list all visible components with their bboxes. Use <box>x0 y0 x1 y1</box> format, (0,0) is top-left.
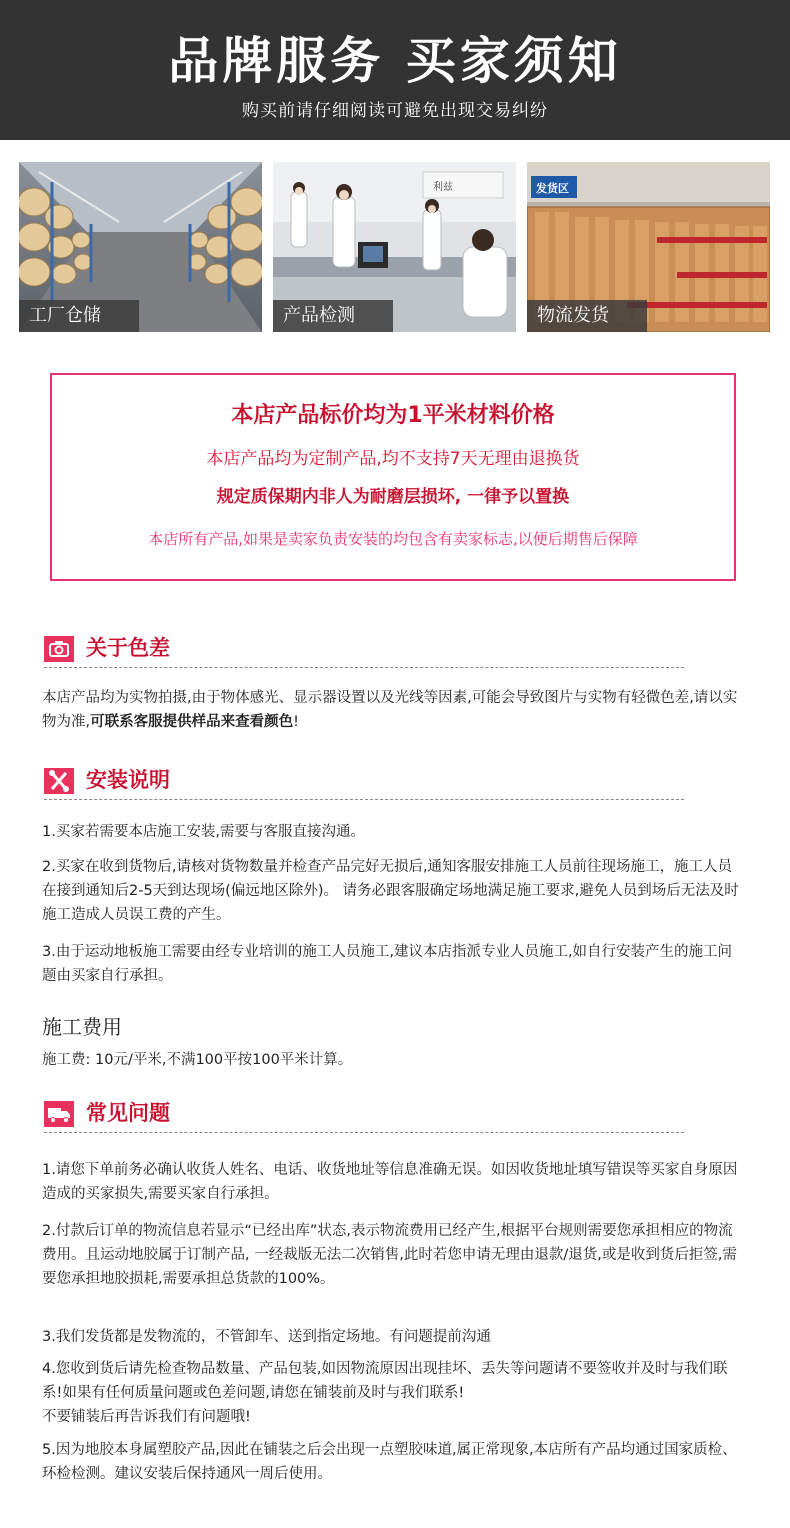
shipping-sign-text: 发货区 <box>536 182 569 195</box>
faq-item-4-note: 不要铺装后再告诉我们有问题哦! <box>42 1409 251 1425</box>
section-color-diff-header <box>44 636 684 668</box>
notice-price-line: 本店产品标价均为1平米材料价格 <box>231 403 555 428</box>
photo-lab <box>273 162 516 332</box>
camera-icon <box>44 636 74 662</box>
notice-logo-line: 本店所有产品,如果是卖家负责安装的均包含有卖家标志,以便后期售后保障 <box>148 530 638 548</box>
photo-warehouse <box>19 162 262 332</box>
lab-sign-text: 利兹 <box>433 182 453 193</box>
section-faq-header <box>44 1101 684 1133</box>
photo-caption: 工厂仓储 <box>19 300 139 332</box>
faq-item-2: 2.付款后订单的物流信息若显示“已经出库”状态,表示物流费用已经产生,根据平台规则需要您承担相应的物流费用。且运动地胶属于订制产品, 一经裁版无法二次销售,此时若您申请无理由退款/退货,或是收到货后拒签,需要您承担地胶损耗,需要承担总货款的100%。 <box>42 1223 737 1287</box>
photo-caption: 物流发货 <box>527 300 647 332</box>
page-title: 品牌服务 买家须知 <box>168 32 622 90</box>
color-diff-text-main: 本店产品均为实物拍摄,由于物体感光、显示器设置以及光线等因素,可能会导致图片与实物有轻微色差,请以实物为准, <box>42 690 738 730</box>
color-diff-text-bold: 可联系客服提供样品来查看颜色 <box>90 714 294 730</box>
install-item-1: 1.买家若需要本店施工安装,需要与客服直接沟通。 <box>42 824 365 840</box>
faq-item-3: 3.我们发货都是发物流的，不管卸车、送到指定场地。有问题提前沟通 <box>42 1329 491 1345</box>
fee-title: 施工费用 <box>42 1015 122 1039</box>
section-title: 关于色差 <box>86 636 170 660</box>
photo-shipping <box>527 162 770 332</box>
install-item-3: 3.由于运动地板施工需要由经专业培训的施工人员施工,建议本店指派专业人员施工,如自行安装产生的施工问题由买家自行承担。 <box>42 944 733 984</box>
faq-item-4: 4.您收到货后请先检查物品数量、产品包装,如因物流原因出现挂坏、丢失等问题请不要签收并及时与我们联系!如果有任何质量问题或色差问题,请您在铺装前及时与我们联系! <box>42 1361 728 1401</box>
section-title: 安装说明 <box>86 768 170 792</box>
truck-icon <box>44 1101 74 1127</box>
page-subtitle: 购买前请仔细阅读可避免出现交易纠纷 <box>242 101 548 121</box>
faq-item-1: 1.请您下单前务必确认收货人姓名、电话、收货地址等信息准确无误。如因收货地址填写错误等买家自身原因造成的买家损失,需要买家自行承担。 <box>42 1162 738 1202</box>
section-install-header <box>44 768 684 800</box>
fee-text: 施工费: 10元/平米,不满100平按100平米计算。 <box>42 1052 353 1068</box>
photo-caption: 产品检测 <box>273 300 393 332</box>
color-diff-text-end: ! <box>293 714 299 730</box>
notice-box <box>50 373 736 581</box>
section-title: 常见问题 <box>86 1101 170 1125</box>
page-header <box>0 0 790 140</box>
tools-icon <box>44 768 74 794</box>
install-item-2: 2.买家在收到货物后,请核对货物数量并检查产品完好无损后,通知客服安排施工人员前往现场施工，施工人员在接到通知后2-5天到达现场(偏远地区除外)。 请务必跟客服确定场地满足施工要求,避免人员到场后无法及时施工造成人员误工费的产生。 <box>42 859 739 923</box>
notice-custom-line: 本店产品均为定制产品,均不支持7天无理由退换货 <box>206 449 580 469</box>
notice-warranty-line: 规定质保期内非人为耐磨层损坏, 一律予以置换 <box>216 487 570 507</box>
color-diff-text <box>42 686 742 734</box>
faq-item-5: 5.因为地胶本身属塑胶产品,因此在铺装之后会出现一点塑胶味道,属正常现象,本店所有产品均通过国家质检、环检检测。建议安装后保持通风一周后使用。 <box>42 1442 737 1482</box>
